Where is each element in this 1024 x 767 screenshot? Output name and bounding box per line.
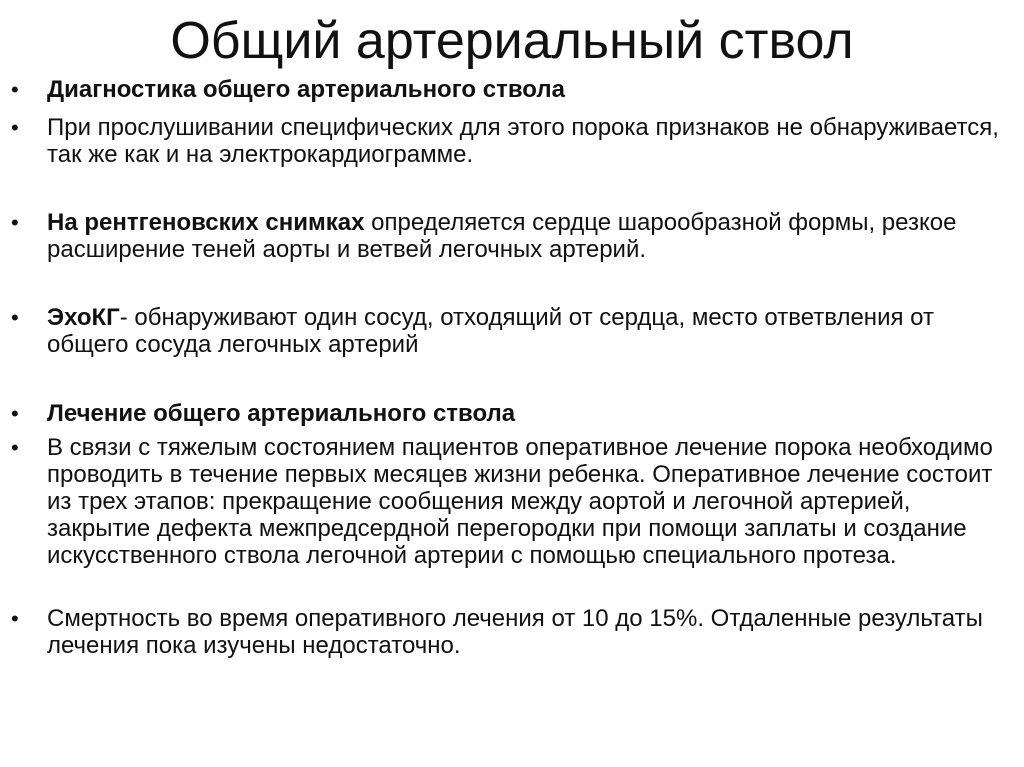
bullet-text: В связи с тяжелым состоянием пациентов оперативное лечение порока необходимо проводить в течение первых месяцев жизни ребенка. Оперативное лечение состоит из трех этапов: прекращение сообщения между аортой и легочной артерией, закрытие дефекта межпредсердной перегородки при помощи заплаты и создание искусственного ствола легочной артерии с помощью специального протеза. [47,434,993,569]
bullet-bold-text: ЭхоКГ [47,304,120,331]
bullet-diagnostics-heading [0,76,579,103]
bullet-bold-text: Лечение общего артериального ствола [47,400,516,427]
bullet-echo [0,304,1024,358]
bullet-text: Смертность во время оперативного лечения от 10 до 15%. Отдаленные результаты лечения пока изучены недостаточно. [47,605,983,659]
bullet-dot: • [11,77,19,102]
bullet-text: определяется сердце шарообразной формы, резкое расширение теней аорты и ветвей легочных артерий. [47,209,957,263]
bullet-bold-text: Диагностика общего артериального ствола [47,76,565,103]
bullet-dot: • [11,401,19,426]
slide-title: Общий артериальный ствол [170,12,854,70]
bullet-dot: • [11,435,19,460]
bullet-bold-text: На рентгеновских снимках [47,209,365,236]
bullet-dot: • [11,210,19,235]
bullet-text: - обнаруживают один сосуд, отходящий от сердца, место ответвления от общего сосуда легочных артерий [47,304,934,358]
bullet-text: При прослушивании специфических для этого порока признаков не обнаруживается, так же как и на электрокардиограмме. [47,114,999,168]
bullet-xray [0,209,1024,263]
bullet-auscultation [0,114,1024,168]
bullet-dot: • [11,606,19,631]
bullet-dot: • [11,305,19,330]
bullet-mortality [0,605,1024,659]
bullet-treatment-heading [0,400,529,427]
bullet-surgery [0,434,1024,569]
bullet-dot: • [11,115,19,140]
